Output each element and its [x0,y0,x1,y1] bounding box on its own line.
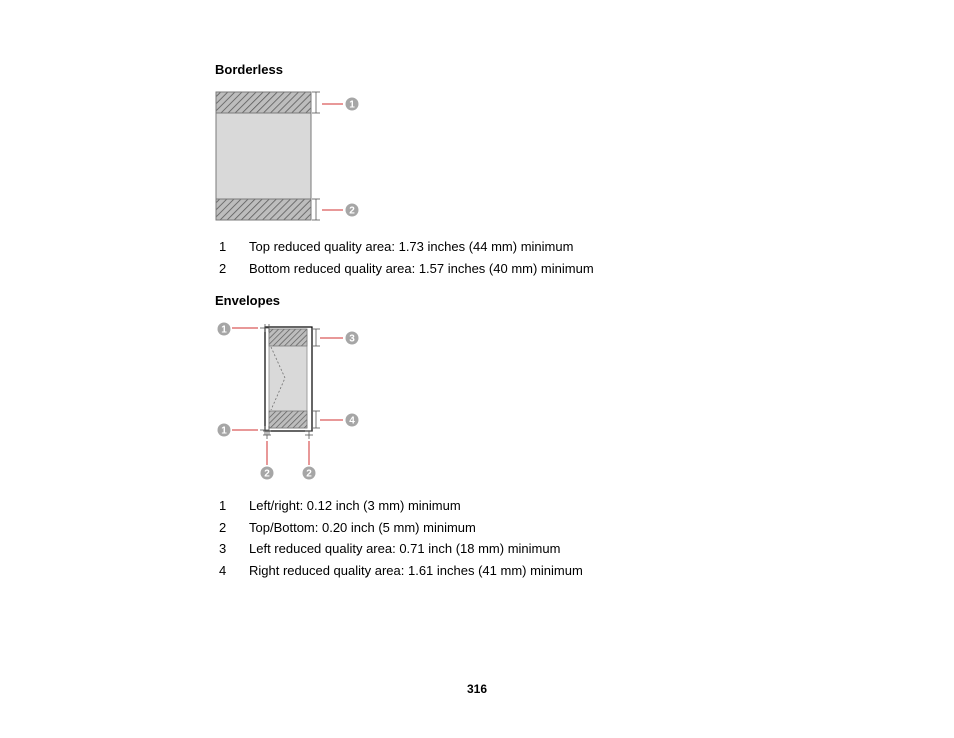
callout-2-left [261,467,274,480]
list-item [219,498,583,520]
svg-text:1: 1 [221,324,227,336]
section-heading-envelopes: Envelopes [215,293,281,308]
item-number: 3 [219,541,227,556]
item-text: Top/Bottom: 0.20 inch (5 mm) minimum [249,519,476,535]
bottom-reduced-quality-area [216,199,311,220]
item-text: Left/right: 0.12 inch (3 mm) minimum [249,498,461,513]
right-reduced-quality-area [269,411,307,428]
list-item [219,520,583,542]
callout-1-bottom [218,424,231,437]
svg-text:4: 4 [349,415,355,427]
item-number: 2 [219,260,227,276]
list-item [219,261,594,283]
item-text: Right reduced quality area: 1.61 inches (41 mm) minimum [249,562,583,578]
callout-2-right [303,467,316,480]
page-number: 316 [466,682,488,696]
svg-text:2: 2 [349,205,355,217]
svg-text:1: 1 [221,425,227,437]
svg-text:2: 2 [306,468,312,480]
item-number: 1 [219,498,227,513]
left-bottom-bracket [263,431,271,439]
callout-1-top [218,323,231,336]
borderless-legend-list [219,239,594,282]
item-number: 4 [219,562,227,578]
callout-4 [346,414,359,427]
right-area-dimension-bracket [313,411,320,428]
top-reduced-quality-area [216,92,311,113]
envelope-margin-diagram [210,318,370,486]
item-number: 2 [219,519,227,535]
list-item [219,563,583,585]
item-text: Left reduced quality area: 0.71 inch (18 mm) minimum [249,541,561,556]
left-area-dimension-bracket [313,329,320,346]
top-dimension-bracket [312,92,320,113]
borderless-margin-diagram [210,88,370,224]
item-text: Bottom reduced quality area: 1.57 inches (40 mm) minimum [249,260,594,276]
svg-text:3: 3 [349,333,355,345]
callout-2 [346,204,359,217]
svg-text:2: 2 [264,468,270,480]
item-text: Top reduced quality area: 1.73 inches (44 mm) minimum [249,239,574,254]
list-item [219,239,594,261]
item-number: 1 [219,239,227,254]
envelopes-legend-list [219,498,583,584]
callout-3 [346,332,359,345]
left-reduced-quality-area [269,329,307,346]
svg-text:1: 1 [349,99,355,111]
callout-1 [346,98,359,111]
right-bottom-bracket [305,431,313,439]
section-heading-borderless: Borderless [215,62,283,77]
bottom-dimension-bracket [312,199,320,220]
list-item [219,541,583,563]
